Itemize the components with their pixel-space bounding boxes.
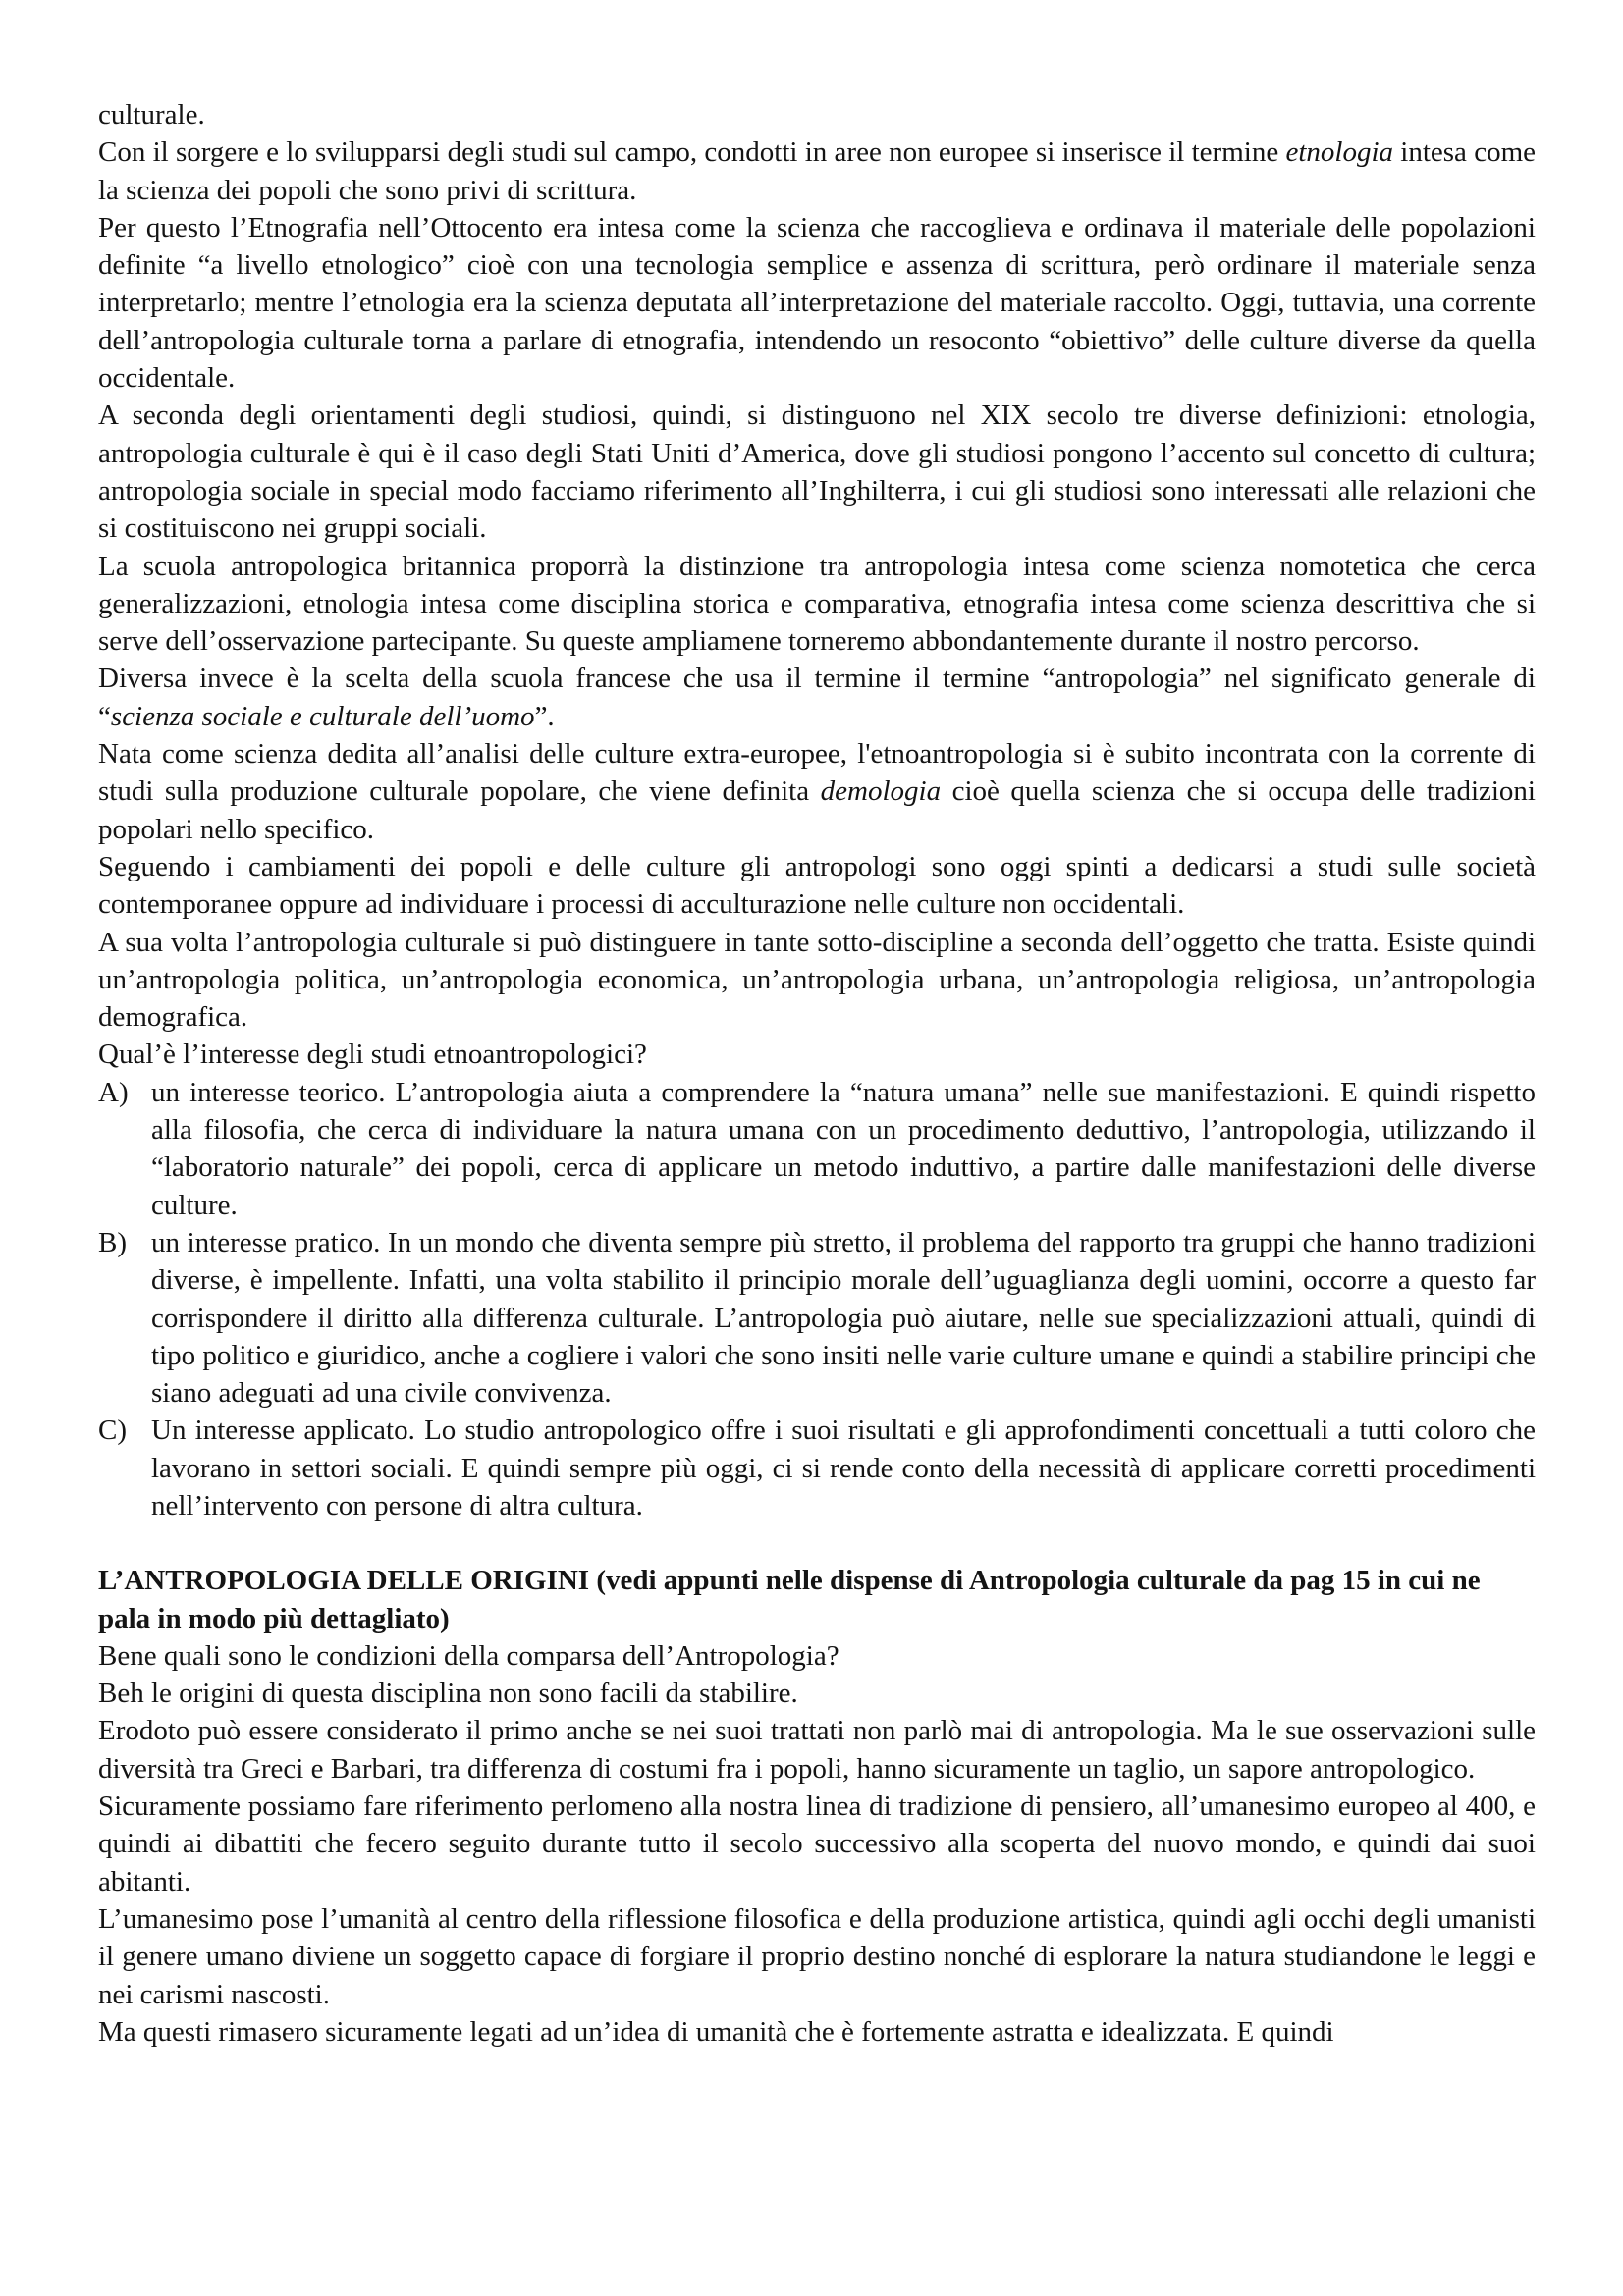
paragraph: Bene quali sono le condizioni della comparsa dell’Antropologia? (98, 1639, 839, 1672)
italic-term: etnologia (1285, 136, 1394, 169)
paragraph: Sicuramente possiamo fare riferimento perlomeno alla nostra linea di tradizione di pensiero, all’umanesimo europeo al 400, e quindi ai dibattiti che fecero seguito durante tutto il secolo successivo alla scoperta del nuovo mondo, e quindi dai suoi abitanti. (98, 1790, 1536, 1897)
text-run: intesa come la scienza dei popoli che sono privi di scrittura. (98, 136, 1536, 206)
paragraph: L’umanesimo pose l’umanità al centro della riflessione filosofica e della produzione artistica, quindi agli occhi degli umanisti il genere umano diviene un soggetto capace di forgiare il proprio destino nonché di esplorare la natura studiandone le leggi e nei carismi nascosti. (98, 1902, 1536, 2010)
italic-term: demologia (820, 775, 942, 808)
paragraph (98, 660, 1536, 735)
text-run: cioè quella scienza che si occupa delle tradizioni popolari nello specifico. (98, 775, 1536, 845)
list-item-text: un interesse pratico. In un mondo che diventa sempre più stretto, il problema del rapporto tra gruppi che hanno tradizioni diverse, è impellente. Infatti, una volta stabilito il principio morale dell’uguaglianza degli uomini, occorre a questo far corrispondere il diritto alla differenza culturale. L’antropologia può aiutare, nelle sue specializzazioni attuali, quindi di tipo politico e giuridico, anche a cogliere i valori che sono insiti nelle varie culture umane e quindi a stabilire principi che siano adeguati ad una civile convivenza. (151, 1226, 1536, 1410)
paragraph-question: Qual’è l’interesse degli studi etnoantropologici? (98, 1039, 647, 1071)
paragraph (98, 735, 1536, 848)
lettered-list (98, 1074, 1536, 1525)
list-item (98, 1412, 1536, 1524)
paragraph: Beh le origini di questa disciplina non sono facili da stabilire. (98, 1678, 798, 1710)
paragraph: La scuola antropologica britannica proporrà la distinzione tra antropologia intesa come scienza nomotetica che cerca generalizzazioni, etnologia intesa come disciplina storica e comparativa, etnografia intesa come scienza descrittiva che si serve dell’osservazione partecipante. Su queste ampliamene torneremo abbondantemente durante il nostro percorso. (98, 550, 1536, 658)
italic-term: scienza sociale e culturale dell’uomo (110, 700, 535, 732)
paragraph: Per questo l’Etnografia nell’Ottocento era intesa come la scienza che raccoglieva e ordinava il materiale delle popolazioni definite “a livello etnologico” cioè con una tecnologia semplice e assenza di scrittura, però ordinare il materiale senza interpretarlo; mentre l’etnologia era la scienza deputata all’interpretazione del materiale raccolto. Oggi, tuttavia, una corrente dell’antropologia culturale torna a parlare di etnografia, intendendo un resoconto “obiettivo” delle culture diverse da quella occidentale. (98, 211, 1536, 395)
list-item (98, 1074, 1536, 1224)
paragraph: A sua volta l’antropologia culturale si può distinguere in tante sotto-discipline a seconda dell’oggetto che tratta. Esiste quindi un’antropologia politica, un’antropologia economica, un’antropologia urbana, un’antropologia religiosa, un’antropologia demografica. (98, 926, 1536, 1034)
list-marker: A) (98, 1076, 129, 1108)
list-item-text: un interesse teorico. L’antropologia aiuta a comprendere la “natura umana” nelle sue manifestazioni. E quindi rispetto alla filosofia, che cerca di individuare la natura umana con un procedimento deduttivo, l’antropologia, utilizzando il “laboratorio naturale” dei popoli, cerca di applicare un metodo induttivo, a partire dalle manifestazioni delle diverse culture. (151, 1076, 1536, 1221)
paragraph (98, 133, 1536, 209)
text-run: ”. (534, 700, 555, 732)
paragraph: Ma questi rimasero sicuramente legati ad un’idea di umanità che è fortemente astratta e idealizzata. E quindi (98, 2015, 1334, 2048)
paragraph: Erodoto può essere considerato il primo anche se nei suoi trattati non parlò mai di antropologia. Ma le sue osservazioni sulle diversità tra Greci e Barbari, tra differenza di costumi fra i popoli, hanno sicuramente un taglio, un sapore antropologico. (98, 1715, 1536, 1785)
paragraph: A seconda degli orientamenti degli studiosi, quindi, si distinguono nel XIX secolo tre diverse definizioni: etnologia, antropologia culturale è qui è il caso degli Stati Uniti d’America, dove gli studiosi pongono l’accento sul concetto di cultura; antropologia sociale in special modo facciamo riferimento all’Inghilterra, i cui gli studiosi sono interessati alle relazioni che si costituiscono nei gruppi sociali. (98, 400, 1536, 545)
text-run: Con il sorgere e lo svilupparsi degli studi sul campo, condotti in aree non europee si inserisce il termine (98, 136, 1286, 169)
section-heading: L’ANTROPOLOGIA DELLE ORIGINI (vedi appunti nelle dispense di Antropologia culturale da pag 15 in cui ne pala in modo più dettagliato) (98, 1565, 1481, 1634)
paragraph: culturale. (98, 99, 205, 131)
list-marker: C) (98, 1415, 127, 1447)
list-marker: B) (98, 1226, 127, 1258)
text-run: Nata come scienza dedita all’analisi delle culture extra-europee, l'etnoantropologia si è subito incontrata con la corrente di studi sulla produzione culturale popolare, che viene definita (98, 738, 1536, 808)
list-item (98, 1224, 1536, 1412)
paragraph: Seguendo i cambiamenti dei popoli e delle culture gli antropologi sono oggi spinti a dedicarsi a studi sulle società contemporanee oppure ad individuare i processi di acculturazione nelle culture non occidentali. (98, 850, 1536, 921)
text-run: Diversa invece è la scelta della scuola francese che usa il termine il termine “antropologia” nel significato generale di “ (98, 663, 1536, 732)
document-page (98, 96, 1536, 2051)
list-item-text: Un interesse applicato. Lo studio antropologico offre i suoi risultati e gli approfondimenti concettuali a tutti coloro che lavorano in settori sociali. E quindi sempre più oggi, ci si rende conto della necessità di applicare corretti procedimenti nell’intervento con persone di altra cultura. (151, 1415, 1536, 1522)
